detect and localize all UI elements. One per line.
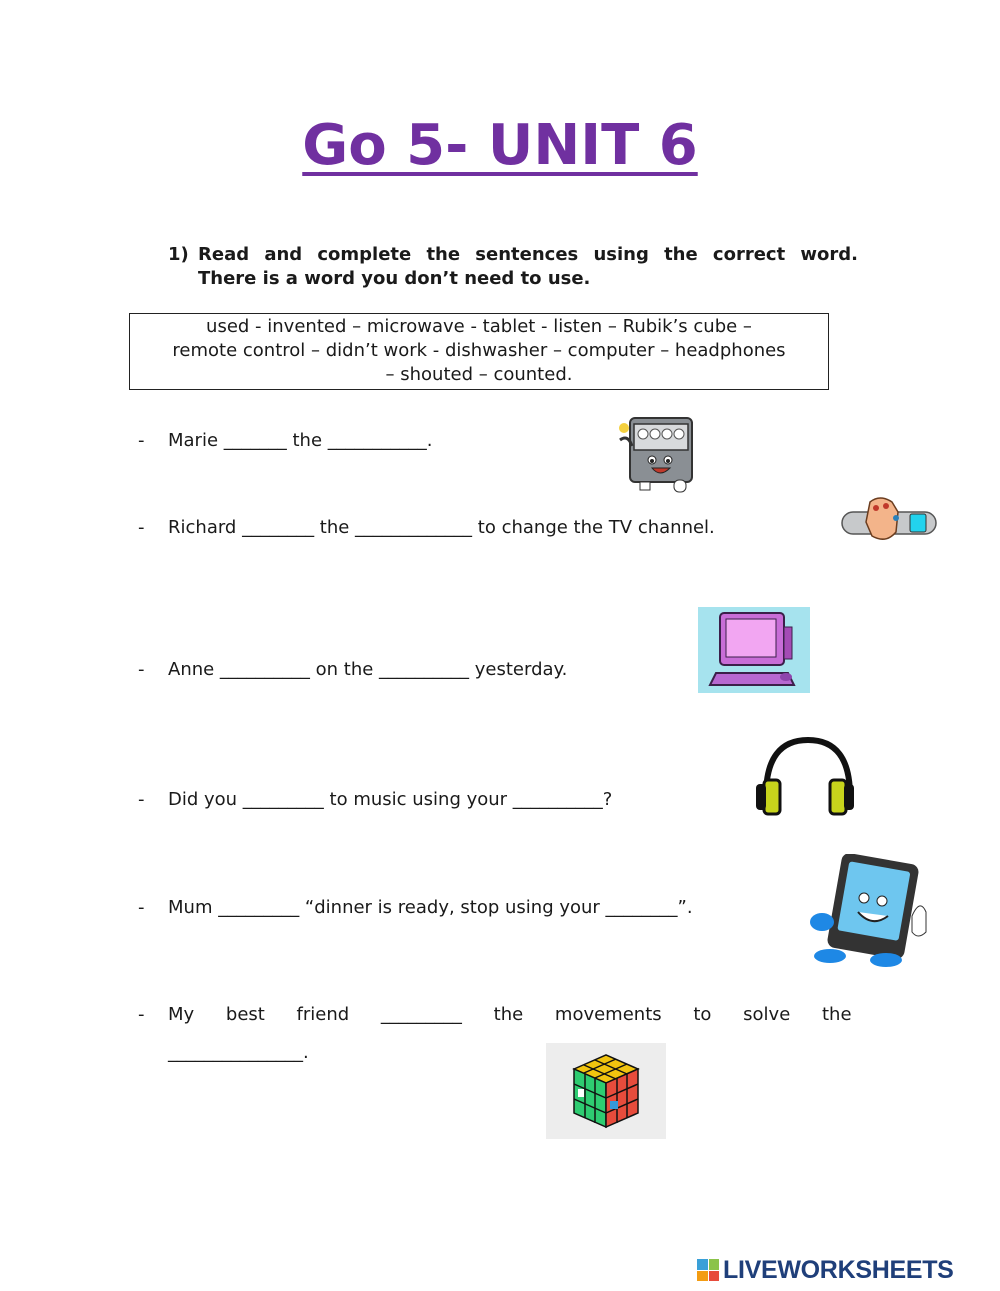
liveworksheets-logo[interactable] — [697, 1254, 954, 1286]
remote-control-image — [840, 494, 938, 550]
word-bank-line: – shouted – counted. — [385, 364, 573, 385]
sentence-text: Did you _________ to music using your __________? — [168, 789, 613, 810]
bullet-dash: - — [138, 1004, 145, 1025]
word-bank-line: used - invented – microwave - tablet - listen – Rubik’s cube – — [206, 316, 752, 337]
sentence-text: Mum _________ “dinner is ready, stop using your ________”. — [168, 897, 693, 918]
bullet-dash: - — [138, 659, 145, 680]
rubiks-cube-image — [546, 1043, 666, 1139]
tablet-image — [806, 854, 934, 968]
instruction-line-1: Read and complete the sentences using the correct word. — [198, 244, 858, 265]
computer-image — [698, 607, 810, 693]
word-bank-line: remote control – didn’t work - dishwasher – computer – headphones — [172, 340, 786, 361]
instruction-line-2: There is a word you don’t need to use. — [198, 268, 591, 289]
sentence-text: Richard ________ the _____________ to change the TV channel. — [168, 517, 715, 538]
headphones-image — [752, 736, 864, 822]
logo-text: LIVEWORKSHEETS — [723, 1255, 954, 1284]
word-bank — [129, 313, 829, 390]
bullet-dash: - — [138, 789, 145, 810]
bullet-dash: - — [138, 897, 145, 918]
title-text: Go 5- UNIT 6 — [302, 113, 698, 178]
sentence-text: My best friend _________ the movements to solve the — [168, 1004, 852, 1025]
sentence-text-cont: _______________. — [168, 1042, 309, 1063]
sentence-text: Marie _______ the ___________. — [168, 430, 433, 451]
page-title — [0, 113, 1000, 178]
dishwasher-image — [614, 410, 698, 496]
bullet-dash: - — [138, 430, 145, 451]
sentence-text: Anne __________ on the __________ yesterday. — [168, 659, 568, 680]
bullet-dash: - — [138, 517, 145, 538]
instruction-number: 1) — [168, 244, 189, 265]
logo-mark-icon — [697, 1259, 719, 1281]
